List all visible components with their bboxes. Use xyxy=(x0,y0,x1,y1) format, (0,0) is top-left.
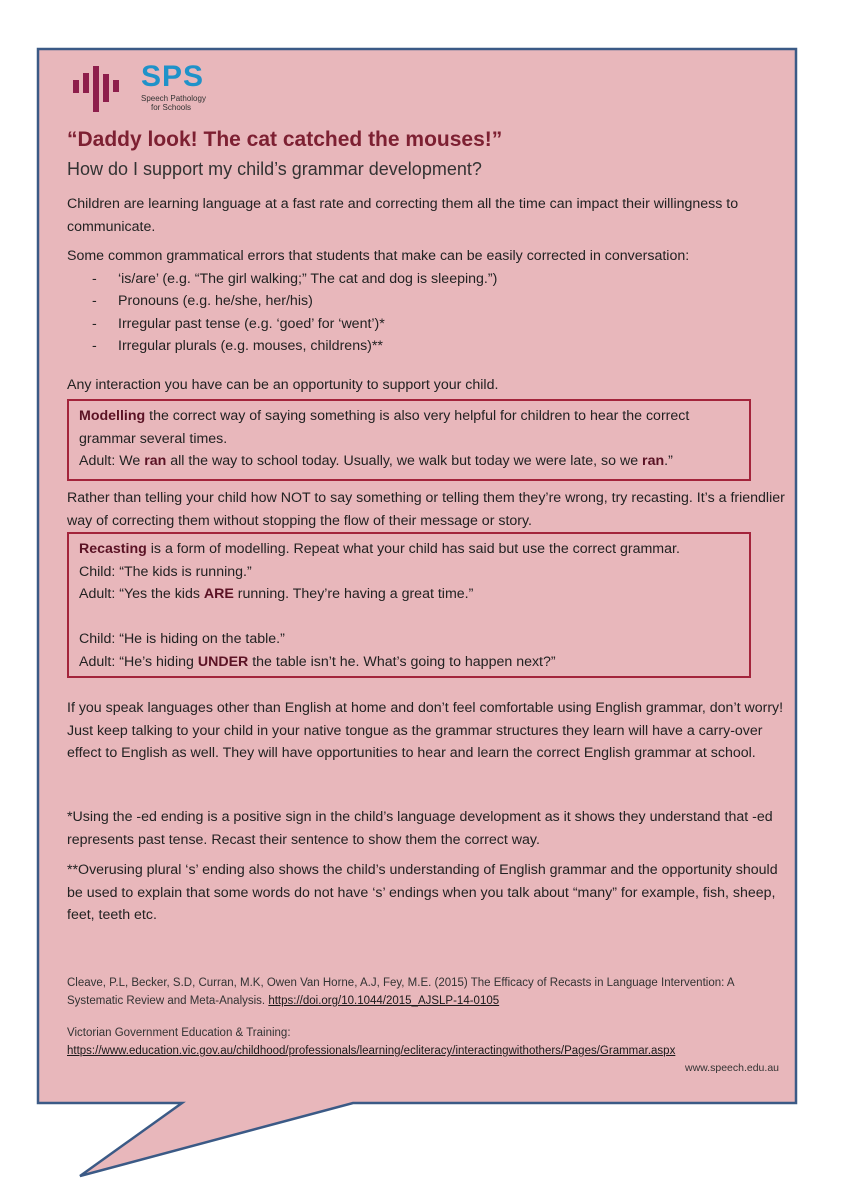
reference-2: Victorian Government Education & Training: https://www.education.vic.gov.au/childhood/professionals/learning/ecliteracy/interactingwithothers/Pages/Grammar.aspx xyxy=(67,1027,676,1057)
reference-2-link[interactable]: https://www.education.vic.gov.au/childhood/professionals/learning/ecliteracy/interactingwithothers/Pages/Grammar.aspx xyxy=(67,1045,676,1057)
adult-quote-1: Adult: “Yes the kids ARE running. They’re having a great time.” xyxy=(79,586,474,602)
child-quote-1: Child: “The kids is running.” xyxy=(79,563,252,580)
sps-logo xyxy=(73,62,206,112)
logo-subtitle-line1: Speech Pathology xyxy=(141,94,206,103)
list-item: - Irregular plurals (e.g. mouses, childrens)** xyxy=(67,335,787,358)
logo-subtitle-line2: for Schools xyxy=(151,103,192,112)
logo-acronym: SPS xyxy=(141,60,205,93)
logo-mark-icon xyxy=(73,62,133,112)
reference-1-link[interactable]: https://doi.org/10.1044/2015_AJSLP-14-0105 xyxy=(268,995,500,1007)
adult-quote-2: Adult: “He’s hiding UNDER the table isn’t he. What’s going to happen next?” xyxy=(79,653,556,670)
recasting-box: Recasting is a form of modelling. Repeat what your child has said but use the correct grammar. Child: “The kids is running.” Adult: “Yes the kids ARE running. They’re having a great time.” Child: “He is hiding on the table.” Adult: “He’s hiding UNDER the table isn’t he. What’s going to happen next?” xyxy=(67,532,751,678)
modelling-term: Modelling xyxy=(79,408,146,424)
errors-section xyxy=(67,245,787,358)
recasting-term: Recasting xyxy=(79,541,147,557)
errors-list xyxy=(67,268,787,358)
reference-1: Cleave, P.L, Becker, S.D, Curran, M.K, Owen Van Horne, A.J, Fey, M.E. (2015) The Efficacy of Recasts in Language Intervention: A Systematic Review and Meta-Analysis. https://doi.org/10.1044/2015_AJSLP-14-0105 xyxy=(67,977,734,1007)
errors-intro: Some common grammatical errors that students that make can be easily corrected in conversation: xyxy=(67,248,690,264)
modelling-example: Adult: We ran all the way to school today. Usually, we walk but today we were late, so we ran.” xyxy=(79,453,673,469)
languages-paragraph: If you speak languages other than English at home and don’t feel comfortable using English grammar, don’t worry! Just keep talking to your child in your native tongue as the grammar structures they learn will have a carry-over effect to English as well. They will have opportunities to hear and learn the correct English grammar at school. xyxy=(67,700,784,761)
list-item: - Pronouns (e.g. he/she, her/his) xyxy=(67,290,787,313)
recasting-intro: Rather than telling your child how NOT to say something or telling them they’re wrong, try recasting. It’s a friendlier way of correcting them without stopping the flow of their message or story. xyxy=(67,490,785,529)
list-item: - ‘is/are’ (e.g. “The girl walking;” The cat and dog is sleeping.”) xyxy=(67,268,787,291)
website-url: www.speech.edu.au xyxy=(685,1062,779,1074)
page-title: “Daddy look! The cat catched the mouses!” xyxy=(67,128,503,151)
footnote-2: **Overusing plural ‘s’ ending also shows the child’s understanding of English grammar and the opportunity should be used to explain that some words do not have ‘s’ endings when you talk about “many” for example, fish, sheep, feet, teeth etc. xyxy=(67,862,778,923)
modelling-box: Modelling the correct way of saying something is also very helpful for children to hear the correct grammar several times. Adult: We ran all the way to school today. Usually, we walk but today we were late, so we ran.” xyxy=(67,399,751,481)
list-item: - Irregular past tense (e.g. ‘goed’ for ‘went’)* xyxy=(67,313,787,336)
intro-paragraph: Children are learning language at a fast rate and correcting them all the time can impact their willingness to communicate. xyxy=(67,196,739,235)
page-subtitle: How do I support my child’s grammar development? xyxy=(67,159,482,179)
footnote-1: *Using the -ed ending is a positive sign in the child’s language development as it shows they understand that -ed represents past tense. Recast their sentence to show them the correct way. xyxy=(67,809,773,848)
interaction-paragraph: Any interaction you have can be an opportunity to support your child. xyxy=(67,377,499,393)
child-quote-2: Child: “He is hiding on the table.” xyxy=(79,631,285,647)
